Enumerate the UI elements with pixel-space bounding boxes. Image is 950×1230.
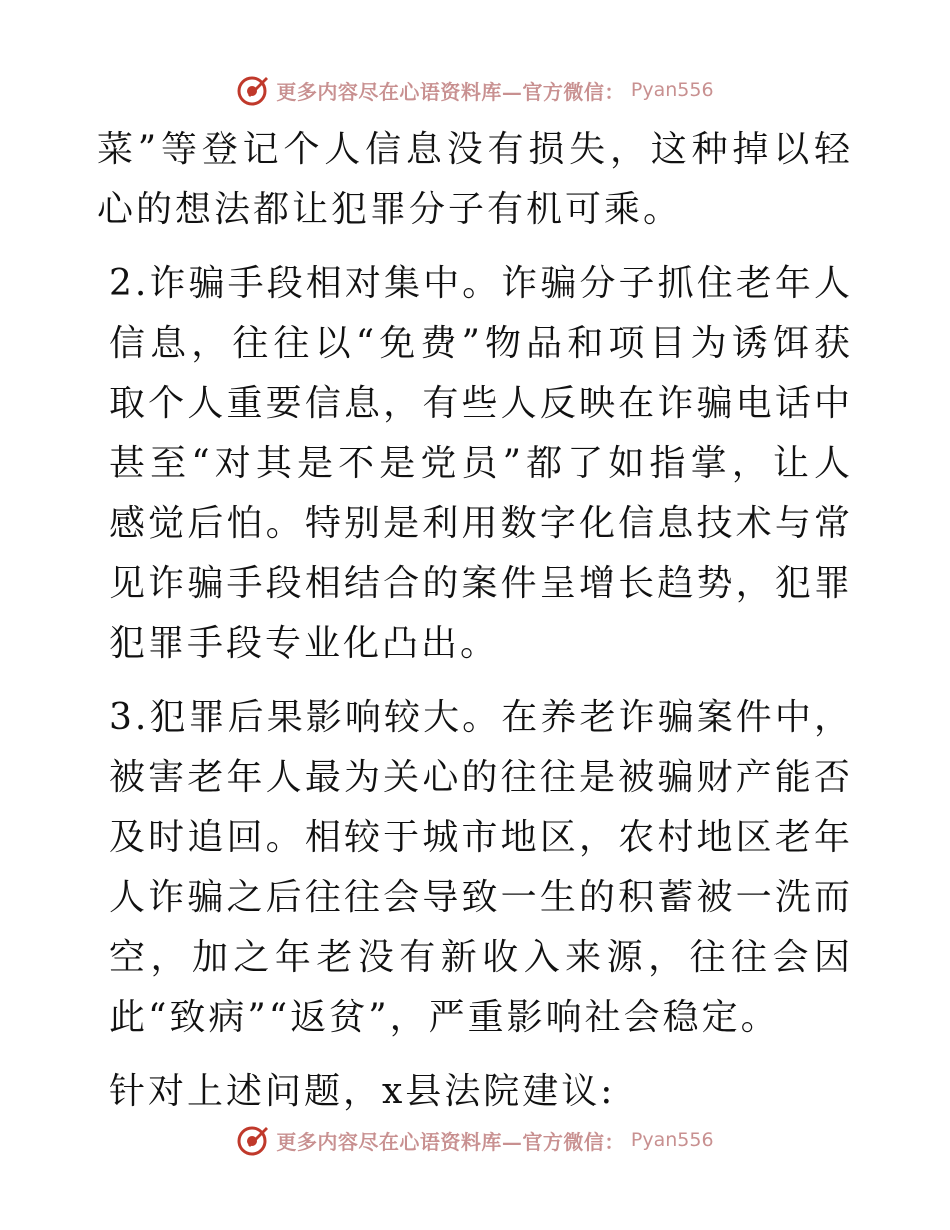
quill-logo-icon bbox=[236, 73, 270, 107]
paragraph-suggestion-intro: 针对上述问题，x县法院建议: bbox=[109, 1071, 616, 1112]
watermark-wechat-id: Pyan556 bbox=[630, 1129, 714, 1151]
watermark-text: 更多内容尽在心语资料库—官方微信： bbox=[276, 1129, 625, 1154]
paragraph-point-2: 2.诈骗手段相对集中。诈骗分子抓住老年人信息，往往以“免费”物品和项目为诱饵获取个人重要信息，有些人反映在诈骗电话中甚至“对其是不是党员”都了如指掌，让人感觉后怕。特别是利用数字化信息技术与常见诈骗手段相结合的案件呈增长趋势，犯罪犯罪手段专业化凸出。 bbox=[109, 263, 853, 664]
quill-logo-icon bbox=[236, 1123, 270, 1157]
watermark-text: 更多内容尽在心语资料库—官方微信： bbox=[276, 79, 625, 104]
header-watermark bbox=[0, 70, 950, 110]
footer-watermark bbox=[0, 1120, 950, 1160]
paragraph-point-3: 3.犯罪后果影响较大。在养老诈骗案件中，被害老年人最为关心的往往是被骗财产能否及时追回。相较于城市地区，农村地区老年人诈骗之后往往会导致一生的积蓄被一洗而空，加之年老没有新收入来源，往往会因此“致病”“返贫”，严重影响社会稳定。 bbox=[109, 697, 853, 1038]
paragraph-continuation: 菜”等登记个人信息没有损失，这种掉以轻心的想法都让犯罪分子有机可乘。 bbox=[97, 129, 853, 230]
watermark-wechat-id: Pyan556 bbox=[630, 79, 714, 101]
document-body bbox=[97, 120, 853, 1122]
